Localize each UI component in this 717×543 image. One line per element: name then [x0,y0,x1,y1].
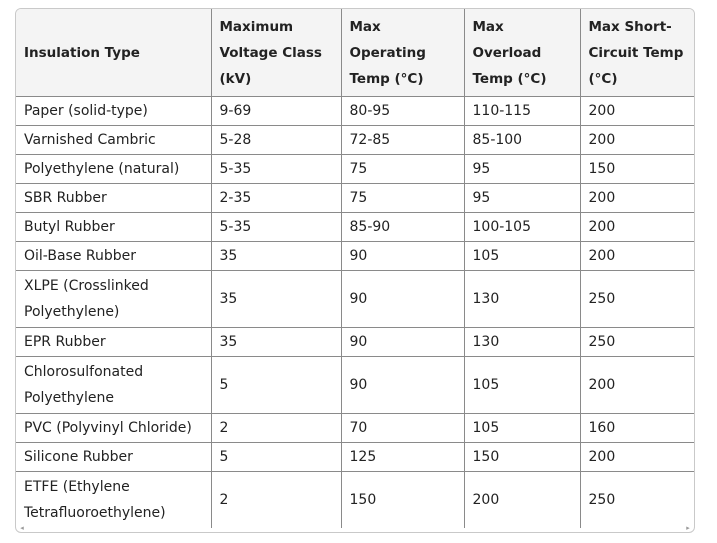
table-cell: 105 [464,414,580,443]
table-cell: Oil-Base Rubber [16,242,211,271]
table-cell: 250 [580,328,694,357]
column-header-max-short-circuit-temp: Max Short-Circuit Temp (°C) [580,9,694,97]
table-cell: 200 [580,443,694,472]
table-cell: 5-35 [211,213,341,242]
table-cell: ETFE (Ethylene Tetrafluoroethylene) [16,472,211,529]
table-row [16,443,694,472]
table-row [16,271,694,328]
table-cell: 125 [341,443,464,472]
table-cell: 85-90 [341,213,464,242]
column-header-max-overload-temp: Max Overload Temp (°C) [464,9,580,97]
table-cell: 75 [341,184,464,213]
insulation-table [16,9,694,528]
table-cell: 2 [211,472,341,529]
table-cell: 130 [464,271,580,328]
table-cell: Butyl Rubber [16,213,211,242]
scroll-left-arrow-icon[interactable]: ◂ [20,524,24,532]
table-cell: 2 [211,414,341,443]
table-cell: 130 [464,328,580,357]
table-cell: 72-85 [341,126,464,155]
table-row [16,242,694,271]
table-cell: 90 [341,357,464,414]
table-cell: EPR Rubber [16,328,211,357]
table-cell: Paper (solid-type) [16,97,211,126]
horizontal-scrollbar[interactable] [15,523,695,533]
table-cell: 9-69 [211,97,341,126]
table-cell: 95 [464,184,580,213]
table-cell: 200 [580,242,694,271]
table-cell: 2-35 [211,184,341,213]
table-cell: 110-115 [464,97,580,126]
table-cell: SBR Rubber [16,184,211,213]
table-cell: XLPE (Crosslinked Polyethylene) [16,271,211,328]
column-header-insulation-type: Insulation Type [16,9,211,97]
table-cell: 160 [580,414,694,443]
table-container [15,8,695,533]
table-cell: 200 [580,213,694,242]
table-cell: 200 [580,97,694,126]
table-cell: 150 [580,155,694,184]
table-cell: 100-105 [464,213,580,242]
table-cell: 35 [211,271,341,328]
table-row [16,184,694,213]
table-cell: 95 [464,155,580,184]
table-cell: 90 [341,242,464,271]
table-cell: 250 [580,271,694,328]
table-cell: 85-100 [464,126,580,155]
table-row [16,472,694,529]
table-cell: 90 [341,271,464,328]
table-cell: 90 [341,328,464,357]
table-cell: PVC (Polyvinyl Chloride) [16,414,211,443]
table-cell: Chlorosulfonated Polyethylene [16,357,211,414]
table-cell: 150 [341,472,464,529]
table-cell: 105 [464,357,580,414]
table-row [16,328,694,357]
table-cell: 200 [464,472,580,529]
table-row [16,126,694,155]
table-cell: 200 [580,357,694,414]
table-cell: 5-28 [211,126,341,155]
table-cell: 200 [580,184,694,213]
table-cell: 5 [211,443,341,472]
table-cell: 70 [341,414,464,443]
table-cell: 150 [464,443,580,472]
table-cell: 5 [211,357,341,414]
table-row [16,414,694,443]
column-header-max-voltage-class: Maximum Voltage Class (kV) [211,9,341,97]
table-cell: 35 [211,328,341,357]
table-cell: 105 [464,242,580,271]
table-row [16,213,694,242]
column-header-max-operating-temp: Max Operating Temp (°C) [341,9,464,97]
table-row [16,357,694,414]
table-cell: 250 [588,492,616,508]
table-header-row [16,9,694,97]
table-cell: 75 [341,155,464,184]
table-row [16,97,694,126]
table-cell: 35 [211,242,341,271]
scroll-right-arrow-icon[interactable]: ▸ [686,524,690,532]
table-cell: 80-95 [341,97,464,126]
table-cell: 5-35 [211,155,341,184]
table-cell: 200 [580,126,694,155]
table-cell: Varnished Cambric [16,126,211,155]
table-cell: Silicone Rubber [16,443,211,472]
table-cell: Polyethylene (natural) [16,155,211,184]
table-row [16,155,694,184]
